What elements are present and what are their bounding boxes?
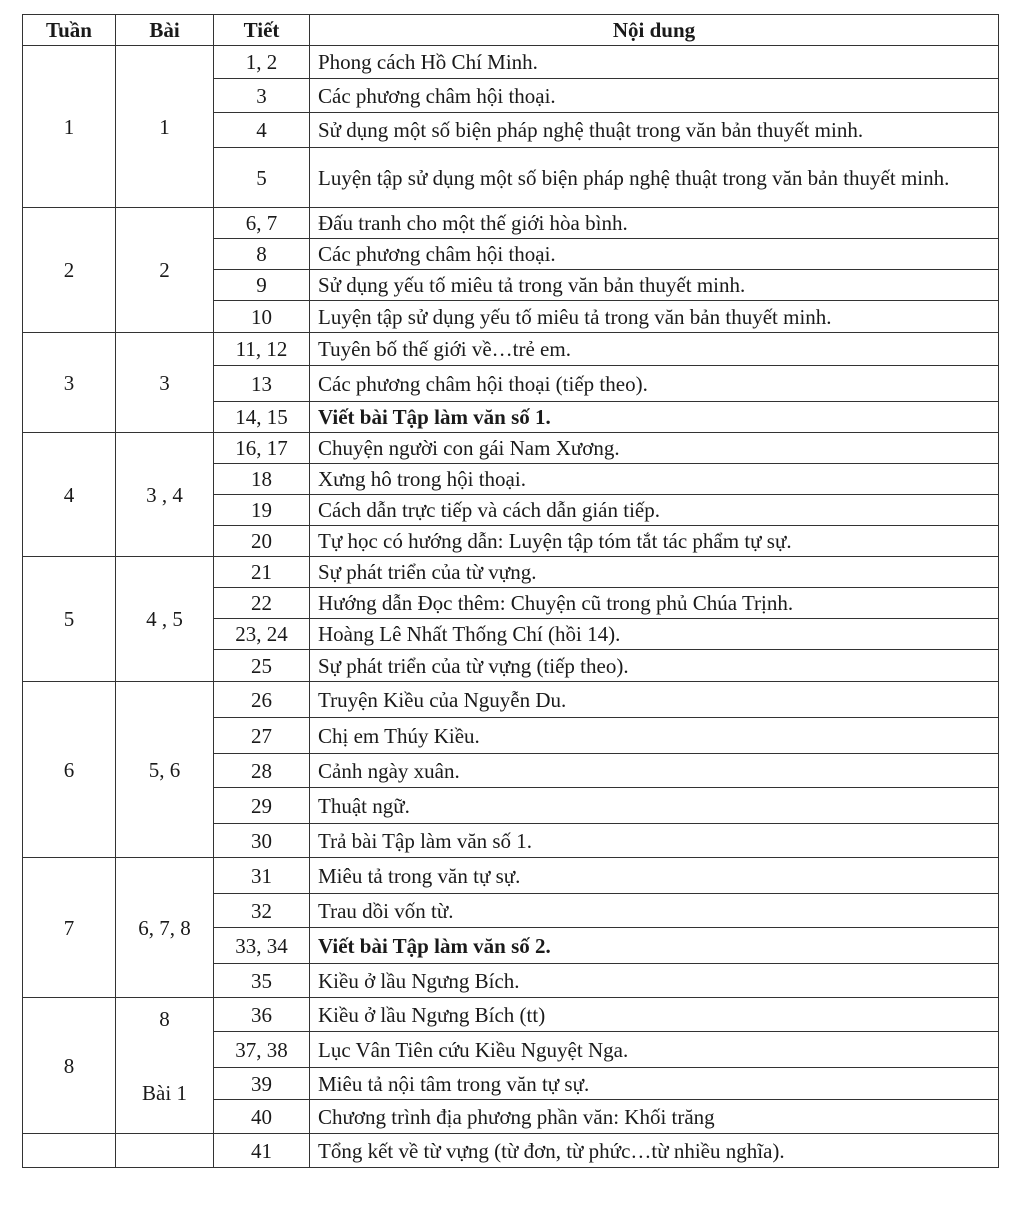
period-cell: 5 (214, 148, 310, 208)
table-row (23, 682, 999, 718)
period-cell: 4 (214, 113, 310, 148)
header-period: Tiết (214, 15, 310, 46)
period-cell: 30 (214, 824, 310, 858)
week-cell: 4 (23, 433, 116, 557)
content-cell: Hướng dẫn Đọc thêm: Chuyện cũ trong phủ Chúa Trịnh. (310, 588, 999, 619)
content-cell: Xưng hô trong hội thoại. (310, 464, 999, 495)
lesson-cell: 3 , 4 (116, 433, 214, 557)
period-cell: 35 (214, 964, 310, 998)
period-cell: 6, 7 (214, 208, 310, 239)
content-cell: Trau dồi vốn từ. (310, 894, 999, 928)
table-row (23, 333, 999, 366)
week-cell: 1 (23, 46, 116, 208)
period-cell: 13 (214, 366, 310, 402)
week-cell: 7 (23, 858, 116, 998)
lesson-cell (116, 998, 214, 1134)
header-lesson: Bài (116, 15, 214, 46)
table-row (23, 557, 999, 588)
schedule-table (22, 14, 999, 1168)
header-week: Tuần (23, 15, 116, 46)
period-cell: 36 (214, 998, 310, 1032)
content-cell: Lục Vân Tiên cứu Kiều Nguyệt Nga. (310, 1032, 999, 1068)
lesson-cell: 6, 7, 8 (116, 858, 214, 998)
week-cell: 2 (23, 208, 116, 333)
content-cell: Cảnh ngày xuân. (310, 754, 999, 788)
lesson-number: 8 (159, 1007, 170, 1031)
week-cell: 6 (23, 682, 116, 858)
period-cell: 19 (214, 495, 310, 526)
content-cell: Kiều ở lầu Ngưng Bích. (310, 964, 999, 998)
content-cell: Viết bài Tập làm văn số 2. (310, 928, 999, 964)
content-cell: Cách dẫn trực tiếp và cách dẫn gián tiếp. (310, 495, 999, 526)
header-content: Nội dung (310, 15, 999, 46)
content-cell: Miêu tả nội tâm trong văn tự sự. (310, 1068, 999, 1100)
period-cell: 18 (214, 464, 310, 495)
table-row (23, 998, 999, 1032)
table-row (23, 208, 999, 239)
period-cell: 8 (214, 239, 310, 270)
content-cell: Viết bài Tập làm văn số 1. (310, 402, 999, 433)
content-cell: Sự phát triển của từ vựng. (310, 557, 999, 588)
content-cell: Truyện Kiều của Nguyễn Du. (310, 682, 999, 718)
content-cell: Các phương châm hội thoại (tiếp theo). (310, 366, 999, 402)
period-cell: 14, 15 (214, 402, 310, 433)
lesson-cell: 5, 6 (116, 682, 214, 858)
schedule-body (23, 46, 999, 1168)
period-cell: 21 (214, 557, 310, 588)
content-cell: Sử dụng yếu tố miêu tả trong văn bản thuyết minh. (310, 270, 999, 301)
week-cell (23, 1134, 116, 1168)
period-cell: 25 (214, 650, 310, 682)
period-cell: 20 (214, 526, 310, 557)
period-cell: 1, 2 (214, 46, 310, 79)
header-row (23, 15, 999, 46)
content-cell: Sử dụng một số biện pháp nghệ thuật trong văn bản thuyết minh. (310, 113, 999, 148)
content-cell: Chị em Thúy Kiều. (310, 718, 999, 754)
lesson-cell: 2 (116, 208, 214, 333)
content-cell: Kiều ở lầu Ngưng Bích (tt) (310, 998, 999, 1032)
content-cell: Sự phát triển của từ vựng (tiếp theo). (310, 650, 999, 682)
lesson-cell (116, 1134, 214, 1168)
period-cell: 29 (214, 788, 310, 824)
content-cell: Đấu tranh cho một thế giới hòa bình. (310, 208, 999, 239)
content-cell: Chương trình địa phương phần văn: Khối trăng (310, 1100, 999, 1134)
table-row (23, 46, 999, 79)
content-cell: Tổng kết về từ vựng (từ đơn, từ phức…từ nhiều nghĩa). (310, 1134, 999, 1168)
table-row (23, 858, 999, 894)
period-cell: 3 (214, 79, 310, 113)
lesson-cell: 4 , 5 (116, 557, 214, 682)
period-cell: 23, 24 (214, 619, 310, 650)
period-cell: 22 (214, 588, 310, 619)
period-cell: 27 (214, 718, 310, 754)
lesson-cell: 1 (116, 46, 214, 208)
content-cell: Miêu tả trong văn tự sự. (310, 858, 999, 894)
table-row (23, 433, 999, 464)
period-cell: 26 (214, 682, 310, 718)
content-cell: Phong cách Hồ Chí Minh. (310, 46, 999, 79)
week-cell: 8 (23, 998, 116, 1134)
content-cell: Thuật ngữ. (310, 788, 999, 824)
content-cell: Luyện tập sử dụng một số biện pháp nghệ thuật trong văn bản thuyết minh. (310, 148, 999, 208)
content-cell: Các phương châm hội thoại. (310, 239, 999, 270)
period-cell: 32 (214, 894, 310, 928)
week-cell: 5 (23, 557, 116, 682)
period-cell: 33, 34 (214, 928, 310, 964)
period-cell: 28 (214, 754, 310, 788)
period-cell: 41 (214, 1134, 310, 1168)
period-cell: 16, 17 (214, 433, 310, 464)
lesson-cell: 3 (116, 333, 214, 433)
period-cell: 39 (214, 1068, 310, 1100)
content-cell: Tự học có hướng dẫn: Luyện tập tóm tắt tác phẩm tự sự. (310, 526, 999, 557)
period-cell: 9 (214, 270, 310, 301)
content-cell: Tuyên bố thế giới về…trẻ em. (310, 333, 999, 366)
table-row (23, 1134, 999, 1168)
period-cell: 37, 38 (214, 1032, 310, 1068)
period-cell: 31 (214, 858, 310, 894)
lesson-extra: Bài 1 (142, 1081, 187, 1105)
period-cell: 40 (214, 1100, 310, 1134)
content-cell: Luyện tập sử dụng yếu tố miêu tả trong văn bản thuyết minh. (310, 301, 999, 333)
period-cell: 11, 12 (214, 333, 310, 366)
period-cell: 10 (214, 301, 310, 333)
content-cell: Các phương châm hội thoại. (310, 79, 999, 113)
week-cell: 3 (23, 333, 116, 433)
content-cell: Trả bài Tập làm văn số 1. (310, 824, 999, 858)
content-cell: Chuyện người con gái Nam Xương. (310, 433, 999, 464)
content-cell: Hoàng Lê Nhất Thống Chí (hồi 14). (310, 619, 999, 650)
